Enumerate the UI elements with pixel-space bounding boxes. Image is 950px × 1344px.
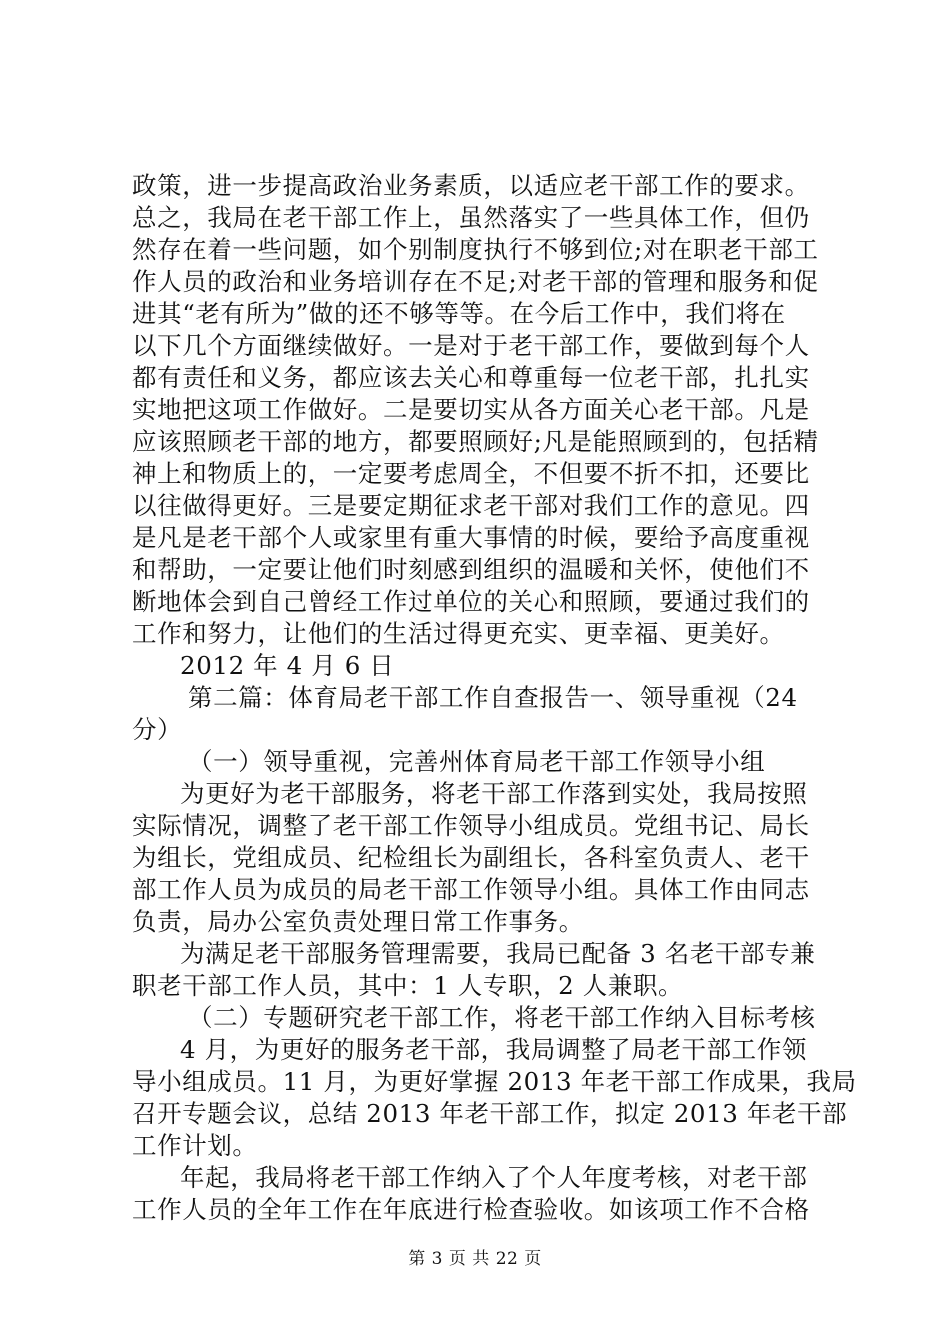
text-line: 4 月，为更好的服务老干部，我局调整了局老干部工作领 bbox=[180, 1035, 807, 1064]
text-line: 神上和物质上的，一定要考虑周全，不但要不折不扣，还要比 bbox=[132, 459, 810, 488]
text-line: 部工作人员为成员的局老干部工作领导小组。具体工作由同志 bbox=[132, 875, 810, 904]
body-text bbox=[132, 170, 857, 1226]
text-line: 以往做得更好。三是要定期征求老干部对我们工作的意见。四 bbox=[132, 491, 810, 520]
text-line: 工作人员的全年工作在年底进行检查验收。如该项工作不合格 bbox=[132, 1195, 810, 1224]
subsection-heading: （一）领导重视，完善州体育局老干部工作领导小组 bbox=[188, 747, 766, 776]
text-line: 工作计划。 bbox=[132, 1131, 258, 1160]
text-line: 职老干部工作人员，其中：1 人专职，2 人兼职。 bbox=[132, 971, 684, 1000]
text-line: 作人员的政治和业务培训存在不足;对老干部的管理和服务和促 bbox=[132, 267, 819, 296]
text-line: 然存在着一些问题，如个别制度执行不够到位;对在职老干部工 bbox=[132, 235, 819, 264]
text-line: 负责，局办公室负责处理日常工作事务。 bbox=[132, 907, 584, 936]
text-line: 以下几个方面继续做好。一是对于老干部工作，要做到每个人 bbox=[132, 331, 810, 360]
date-line: 2012 年 4 月 6 日 bbox=[180, 651, 395, 680]
text-line: 实地把这项工作做好。二是要切实从各方面关心老干部。凡是 bbox=[132, 395, 810, 424]
text-line: 实际情况，调整了老干部工作领导小组成员。党组书记、局长 bbox=[132, 811, 810, 840]
page-footer: 第 3 页 共 22 页 bbox=[408, 1249, 542, 1269]
text-line: 工作和努力，让他们的生活过得更充实、更幸福、更美好。 bbox=[132, 619, 785, 648]
text-line: 为组长，党组成员、纪检组长为副组长，各科室负责人、老干 bbox=[132, 843, 810, 872]
text-line: 为更好为老干部服务，将老干部工作落到实处，我局按照 bbox=[180, 779, 808, 808]
text-line: 都有责任和义务，都应该去关心和尊重每一位老干部，扎扎实 bbox=[132, 363, 810, 392]
text-line: 年起，我局将老干部工作纳入了个人年度考核，对老干部 bbox=[180, 1163, 808, 1192]
section-heading-cont: 分） bbox=[132, 715, 183, 744]
subsection-heading: （二）专题研究老干部工作，将老干部工作纳入目标考核 bbox=[188, 1003, 816, 1032]
text-line: 是凡是老干部个人或家里有重大事情的时候，要给予高度重视 bbox=[132, 523, 810, 552]
text-line: 导小组成员。11 月，为更好掌握 2013 年老干部工作成果，我局 bbox=[132, 1067, 857, 1096]
text-line: 进其“老有所为”做的还不够等等。在今后工作中，我们将在 bbox=[132, 299, 786, 328]
text-line: 政策，进一步提高政治业务素质，以适应老干部工作的要求。 bbox=[132, 171, 810, 200]
text-line: 应该照顾老干部的地方，都要照顾好;凡是能照顾到的，包括精 bbox=[132, 427, 819, 456]
text-line: 为满足老干部服务管理需要，我局已配备 3 名老干部专兼 bbox=[180, 939, 816, 968]
section-heading: 第二篇：体育局老干部工作自查报告一、领导重视（24 bbox=[188, 683, 798, 712]
text-line: 和帮助，一定要让他们时刻感到组织的温暖和关怀，使他们不 bbox=[132, 555, 810, 584]
text-line: 总之，我局在老干部工作上，虽然落实了一些具体工作，但仍 bbox=[132, 203, 810, 232]
text-line: 召开专题会议，总结 2013 年老干部工作，拟定 2013 年老干部 bbox=[132, 1099, 848, 1128]
text-line: 断地体会到自己曾经工作过单位的关心和照顾，要通过我们的 bbox=[132, 587, 810, 616]
